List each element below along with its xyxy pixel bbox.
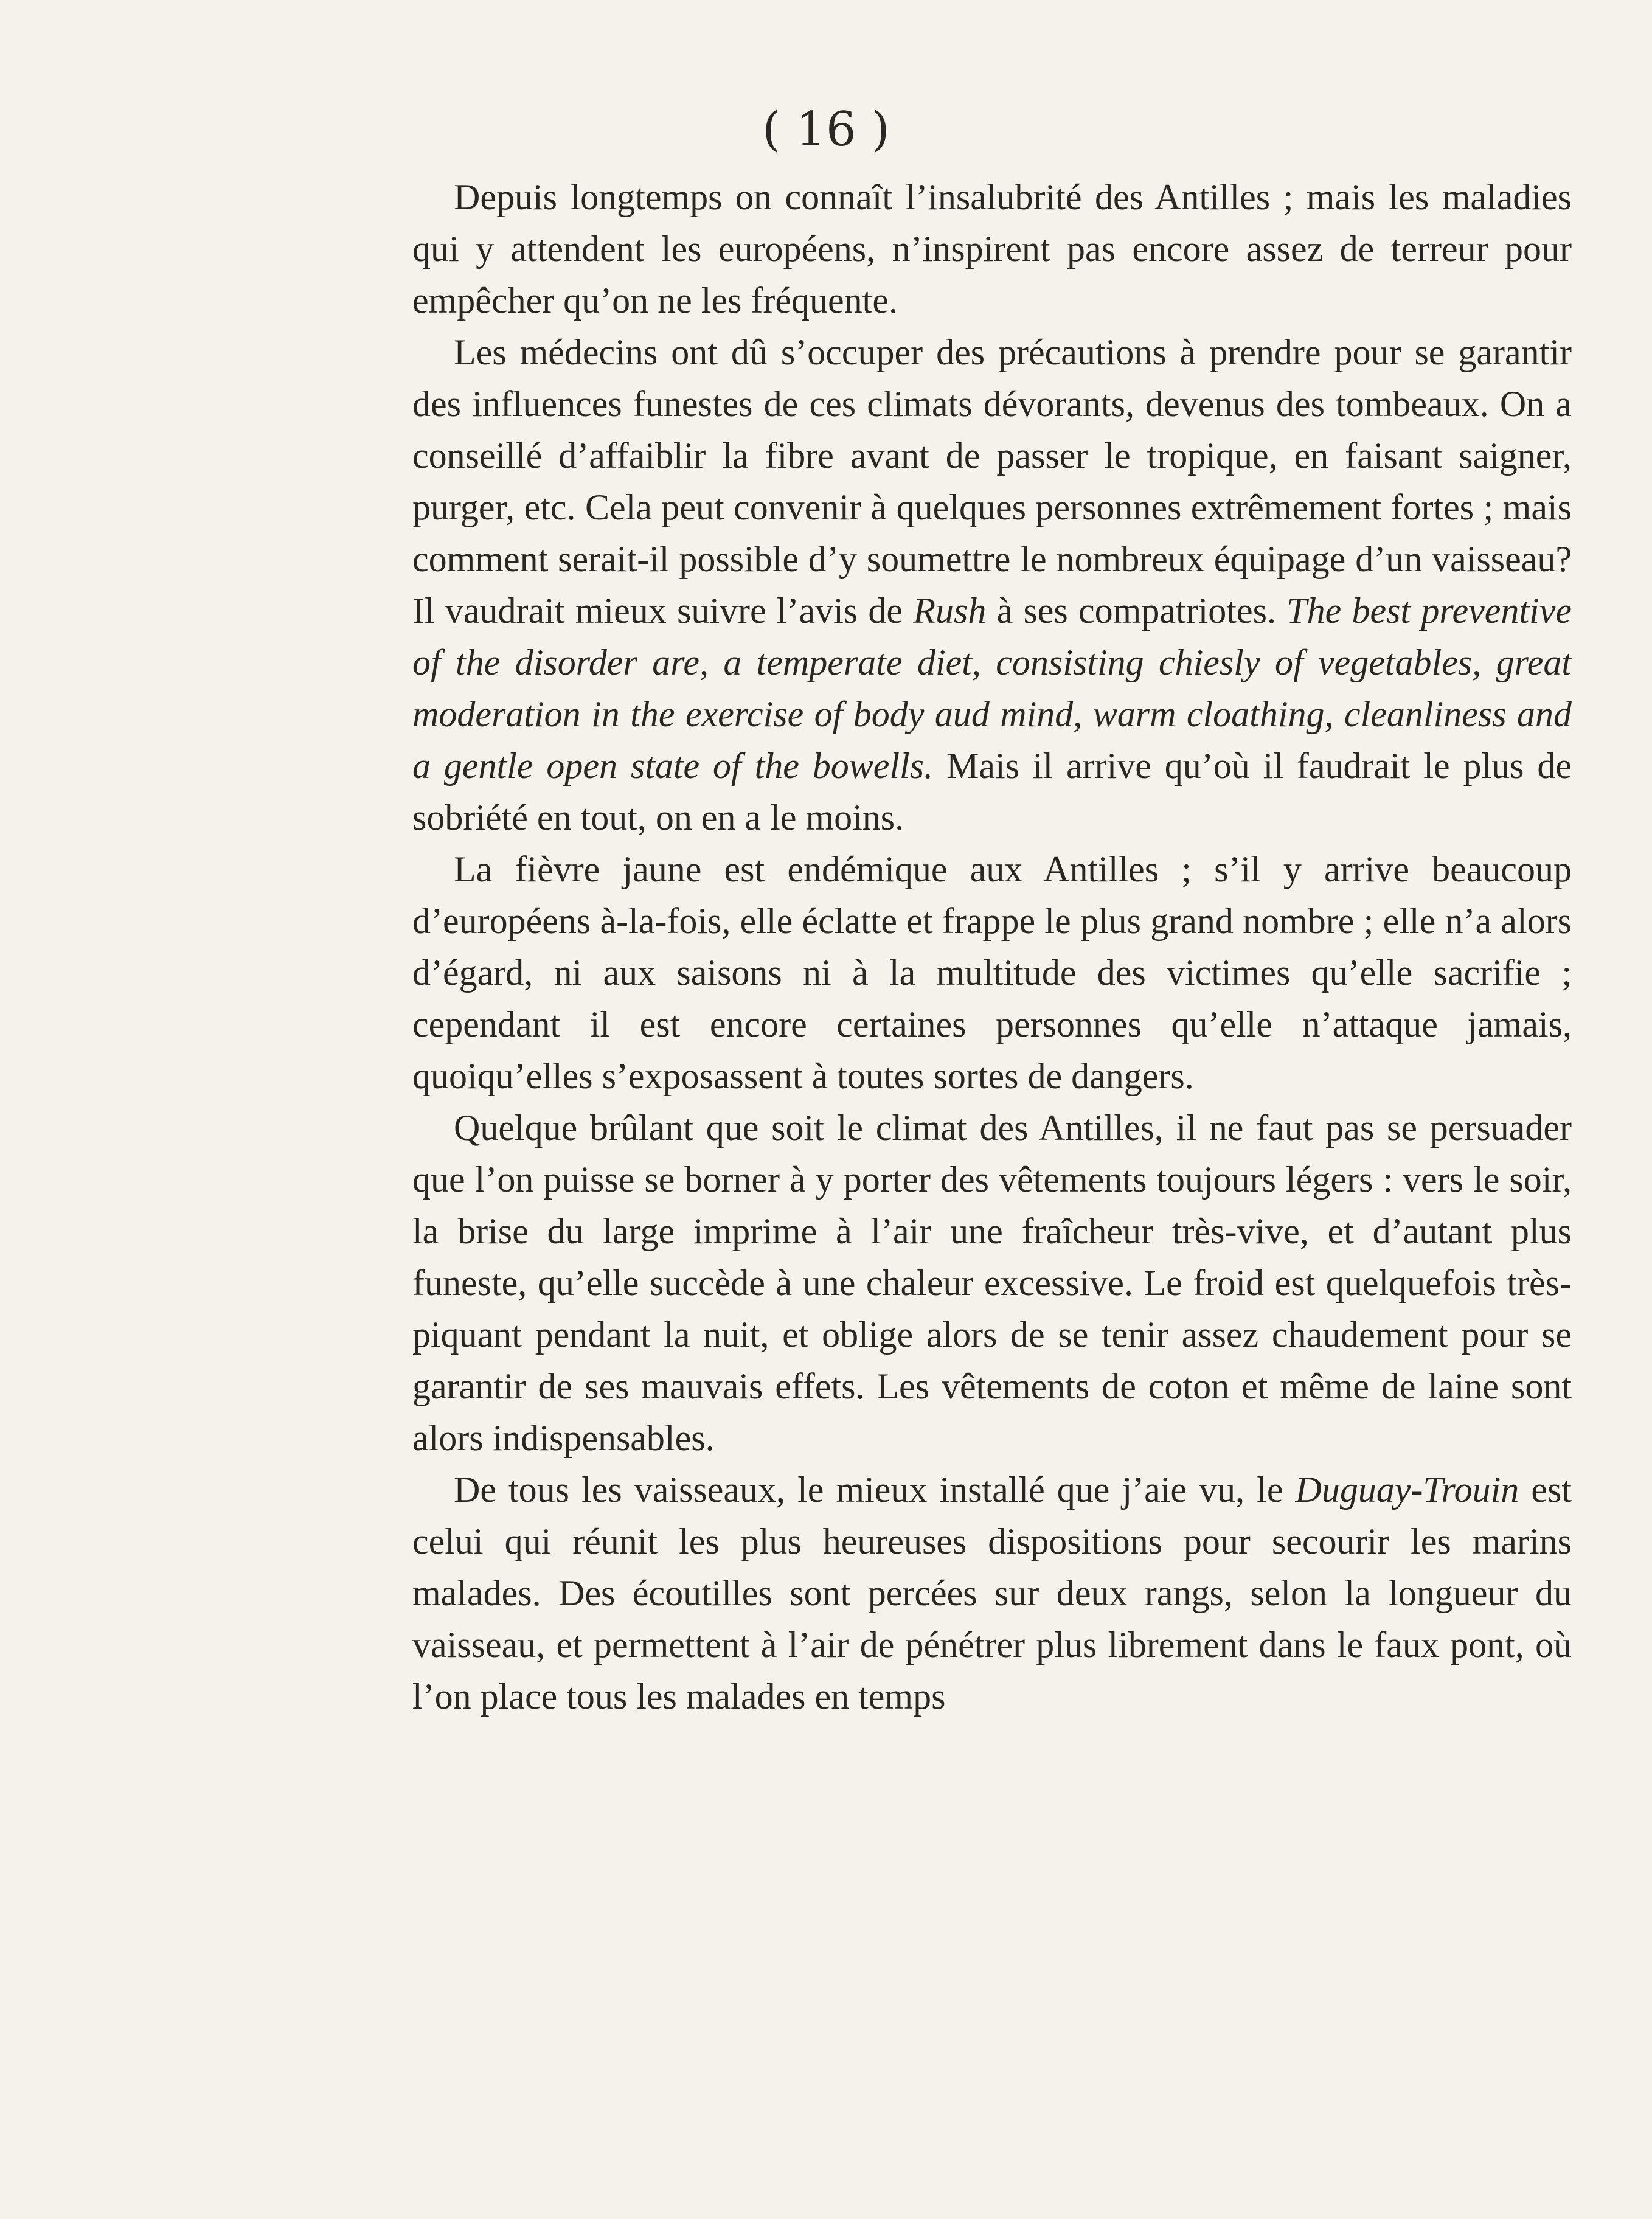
- paragraph-2-text-c: Mais il arrive qu’où il faudrait le plus de sobriété en tout, on en a le moins.: [412, 746, 1572, 838]
- paragraph-2-text-a: Les médecins ont dû s’occuper des précautions à prendre pour se garantir des influences funestes de ces climats dévorants, devenus des tombeaux. On a conseillé d’affaiblir la fibre avant de passer le tropique, en faisant saigner, purger, etc. Cela peut convenir à quelques personnes extrêmement fortes ; mais comment serait-il possible d’y soumettre le nombreux équipage d’un vaisseau? Il vaudrait mieux suivre l’avis de: [412, 332, 1572, 631]
- body-text: [412, 172, 1572, 1723]
- paragraph-2-text-b: à ses compatriotes.: [986, 591, 1287, 631]
- paragraph-2: [412, 327, 1572, 844]
- ship-name: Duguay-Trouin: [1295, 1470, 1519, 1510]
- paragraph-1: Depuis longtemps on connaît l’insalubrité des Antilles ; mais les maladies qui y attendent les européens, n’inspirent pas encore assez de terreur pour empêcher qu’on ne les fréquente.: [412, 177, 1572, 321]
- page-number: ( 16 ): [762, 102, 890, 157]
- paragraph-5: [412, 1464, 1572, 1723]
- paragraph-3: La fièvre jaune est endémique aux Antilles ; s’il y arrive beaucoup d’européens à-la-fois, elle éclatte et frappe le plus grand nombre ; elle n’a alors d’égard, ni aux saisons ni à la multitude des victimes qu’elle sacrifie ; cependant il est encore certaines personnes qu’elle n’attaque jamais, quoiqu’elles s’exposassent à toutes sortes de dangers.: [412, 849, 1572, 1096]
- paragraph-4: Quelque brûlant que soit le climat des Antilles, il ne faut pas se persuader que l’on puisse se borner à y porter des vêtements toujours légers : vers le soir, la brise du large imprime à l’air une fraîcheur très-vive, et d’autant plus funeste, qu’elle succède à une chaleur excessive. Le froid est quelquefois très-piquant pendant la nuit, et oblige alors de se tenir assez chaudement pour se garantir de ses mauvais effets. Les vêtements de coton et même de laine sont alors indispensables.: [412, 1108, 1572, 1458]
- english-quotation: The best preventive of the disorder are, a temperate diet, consisting chiesly of vegetables, great moderation in the exercise of body aud mind, warm cloathing, cleanliness and a gentle open state of the bowells.: [412, 591, 1572, 786]
- author-name-rush: Rush: [913, 591, 987, 631]
- paragraph-5-text-b: est celui qui réunit les plus heureuses dispositions pour secourir les marins malades. Des écoutilles sont percées sur deux rangs, selon la longueur du vaisseau, et permettent à l’air de pénétrer plus librement dans le faux pont, où l’on place tous les malades en temps: [412, 1470, 1572, 1717]
- paragraph-5-text-a: De tous les vaisseaux, le mieux installé que j’aie vu, le: [454, 1470, 1296, 1510]
